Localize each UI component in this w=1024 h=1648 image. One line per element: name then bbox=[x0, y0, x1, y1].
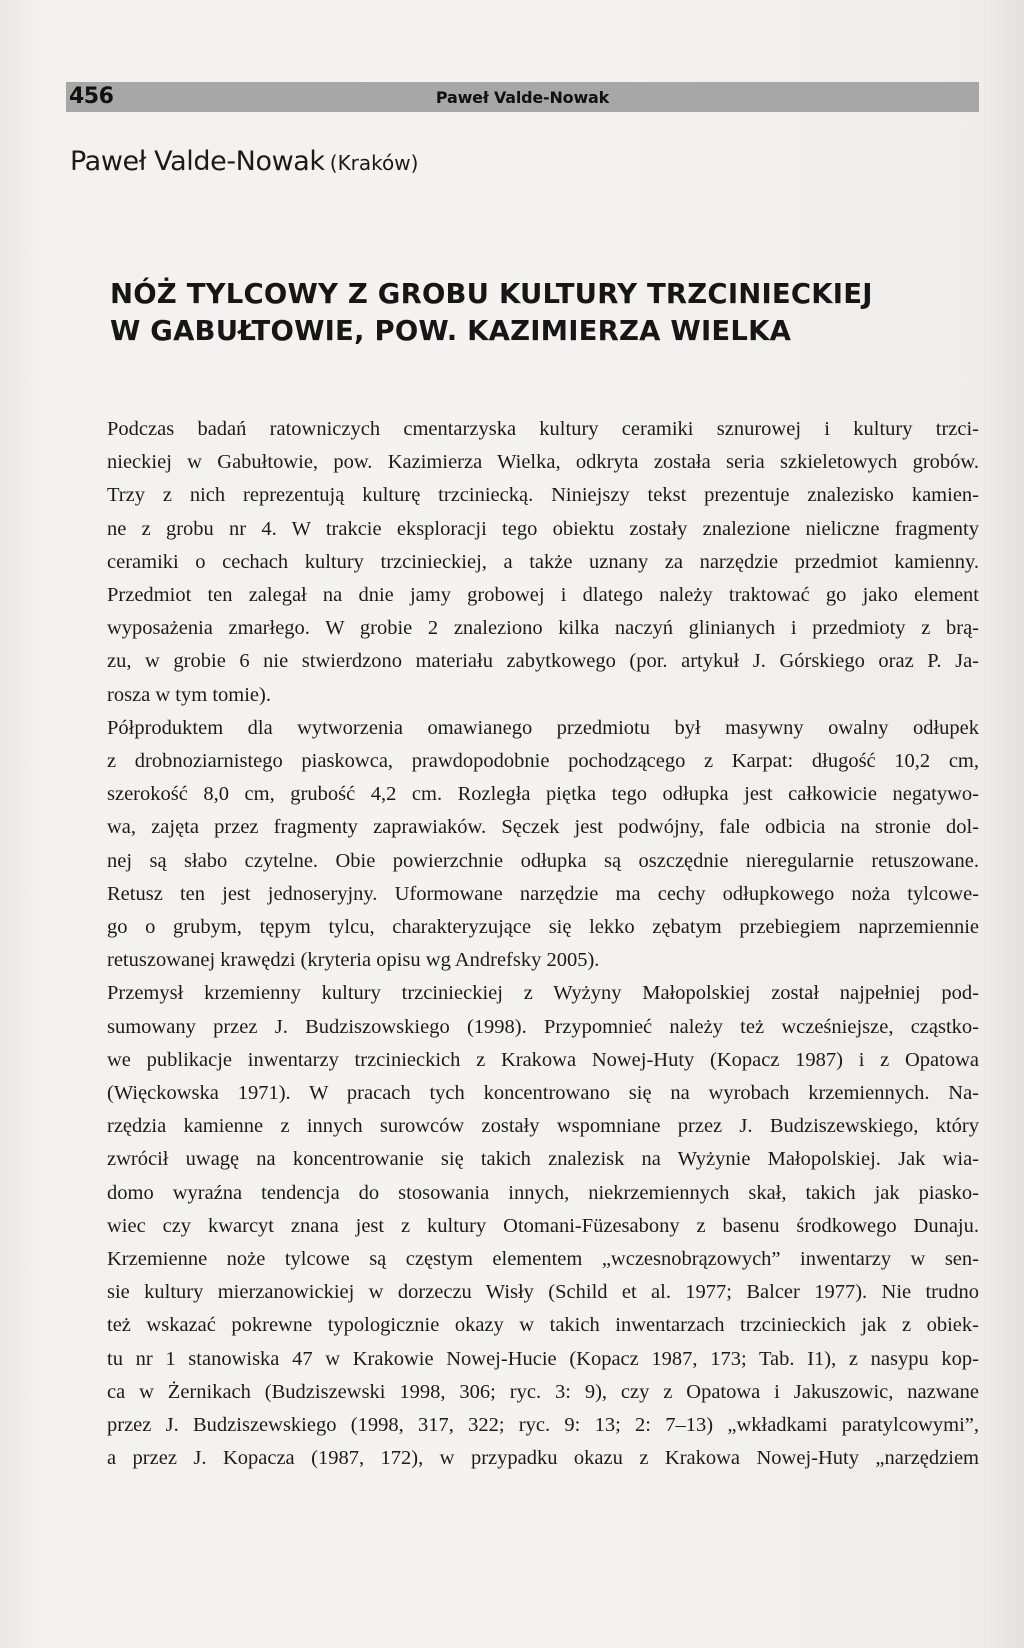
text-line: sumowany przez J. Budziszowskiego (1998). Przypomnieć należy też wcześniejsze, cząstko- bbox=[107, 1015, 979, 1038]
text-line: a przez J. Kopacza (1987, 172), w przypadku okazu z Krakowa Nowej-Huty „narzędziem bbox=[107, 1447, 979, 1470]
text-line: zwrócił uwagę na koncentrowanie się takich znalezisk na Wyżynie Małopolskiej. Jak wia- bbox=[107, 1148, 979, 1171]
running-head bbox=[66, 82, 979, 112]
title-line-1: NÓŻ TYLCOWY Z GROBU KULTURY TRZCINIECKIEJ bbox=[110, 278, 873, 310]
text-line: wyposażenia zmarłego. W grobie 2 znaleziono kilka naczyń glinianych i przedmioty z brą- bbox=[107, 617, 979, 640]
text-line: z drobnoziarnistego piaskowca, prawdopodobnie pochodzącego z Karpat: długość 10,2 cm, bbox=[107, 750, 979, 773]
title-line-2: W GABUŁTOWIE, POW. KAZIMIERZA WIELKA bbox=[110, 315, 792, 347]
paragraph-3 bbox=[71, 977, 979, 1475]
author-name: Paweł Valde-Nowak bbox=[70, 146, 325, 177]
text-line: zu, w grobie 6 nie stwierdzono materiału zabytkowego (por. artykuł J. Górskiego oraz P. Ja- bbox=[107, 650, 979, 673]
text-line: Podczas badań ratowniczych cmentarzyska kultury ceramiki sznurowej i kultury trzci- bbox=[107, 418, 979, 440]
text-line: Krzemienne noże tylcowe są częstym elementem „wczesnobrązowych” inwentarzy w sen- bbox=[107, 1248, 979, 1271]
text-line: we publikacje inwentarzy trzcinieckich z Krakowa Nowej-Huty (Kopacz 1987) i z Opatowa bbox=[107, 1048, 979, 1071]
text-line: domo wyraźna tendencja do stosowania innych, niekrzemiennych skał, takich jak piasko- bbox=[107, 1181, 979, 1204]
text-line: szerokość 8,0 cm, grubość 4,2 cm. Rozległa piętka tego odłupka jest całkowicie negatywo- bbox=[107, 783, 979, 806]
paragraph-1 bbox=[71, 413, 979, 712]
text-line: retuszowanej krawędzi (kryteria opisu wg Andrefsky 2005). bbox=[107, 949, 600, 972]
text-line: ne z grobu nr 4. W trakcie eksploracji tego obiektu zostały znalezione nieliczne fragmenty bbox=[107, 517, 979, 540]
author-affiliation: (Kraków) bbox=[329, 151, 419, 175]
paragraph-2 bbox=[71, 712, 979, 978]
page-number: 456 bbox=[69, 84, 114, 109]
byline bbox=[70, 146, 418, 177]
text-line: Przedmiot ten zalegał na dnie jamy grobowej i dlatego należy traktować go jako element bbox=[107, 584, 979, 607]
text-line: rosza w tym tomie). bbox=[107, 683, 271, 706]
text-line: sie kultury mierzanowickiej w dorzeczu Wisły (Schild et al. 1977; Balcer 1977). Nie trudno bbox=[107, 1281, 979, 1304]
text-line: tu nr 1 stanowiska 47 w Krakowie Nowej-Hucie (Kopacz 1987, 173; Tab. I1), z nasypu kop- bbox=[107, 1347, 979, 1370]
text-line: go o grubym, tępym tylcu, charakteryzujące się lekko zębatym przebiegiem naprzemiennie bbox=[107, 916, 979, 939]
text-line: ceramiki o cechach kultury trzcinieckiej, a także uznany za narzędzie przedmiot kamienny. bbox=[107, 550, 979, 573]
text-line: Przemysł krzemienny kultury trzcinieckiej z Wyżyny Małopolskiej został najpełniej pod- bbox=[107, 982, 979, 1005]
text-line: przez J. Budziszewskiego (1998, 317, 322; ryc. 9: 13; 2: 7–13) „wkładkami paratylcowymi”, bbox=[107, 1414, 979, 1437]
text-line: wa, zajęta przez fragmenty zaprawiaków. Sęczek jest podwójny, fale odbicia na stronie dol- bbox=[107, 816, 979, 839]
article-title bbox=[110, 276, 873, 350]
text-line: ca w Żernikach (Budziszewski 1998, 306; ryc. 3: 9), czy z Opatowa i Jakuszowic, nazwane bbox=[107, 1380, 979, 1403]
text-line: nieckiej w Gabułtowie, pow. Kazimierza Wielka, odkryta została seria szkieletowych grobów. bbox=[107, 451, 979, 474]
article-body bbox=[71, 413, 979, 1476]
running-head-author: Paweł Valde-Nowak bbox=[435, 88, 610, 107]
text-line: Trzy z nich reprezentują kulturę trzciniecką. Niniejszy tekst prezentuje znalezisko kamien- bbox=[107, 484, 979, 507]
text-line: wiec czy kwarcyt znana jest z kultury Otomani-Füzesabony z basenu środkowego Dunaju. bbox=[107, 1214, 979, 1237]
text-line: Półproduktem dla wytworzenia omawianego przedmiotu był masywny owalny odłupek bbox=[107, 716, 979, 739]
text-line: (Więckowska 1971). W pracach tych koncentrowano się na wyrobach krzemiennych. Na- bbox=[107, 1082, 979, 1105]
text-line: też wskazać pokrewne typologicznie okazy w takich inwentarzach trzcinieckich jak z obiek- bbox=[107, 1314, 979, 1337]
text-line: rzędzia kamienne z innych surowców zostały wspomniane przez J. Budziszewskiego, który bbox=[107, 1115, 979, 1138]
text-line: nej są słabo czytelne. Obie powierzchnie odłupka są oszczędnie nieregularnie retuszowane. bbox=[107, 849, 979, 872]
text-line: Retusz ten jest jednoseryjny. Uformowane narzędzie ma cechy odłupkowego noża tylcowe- bbox=[107, 882, 979, 905]
